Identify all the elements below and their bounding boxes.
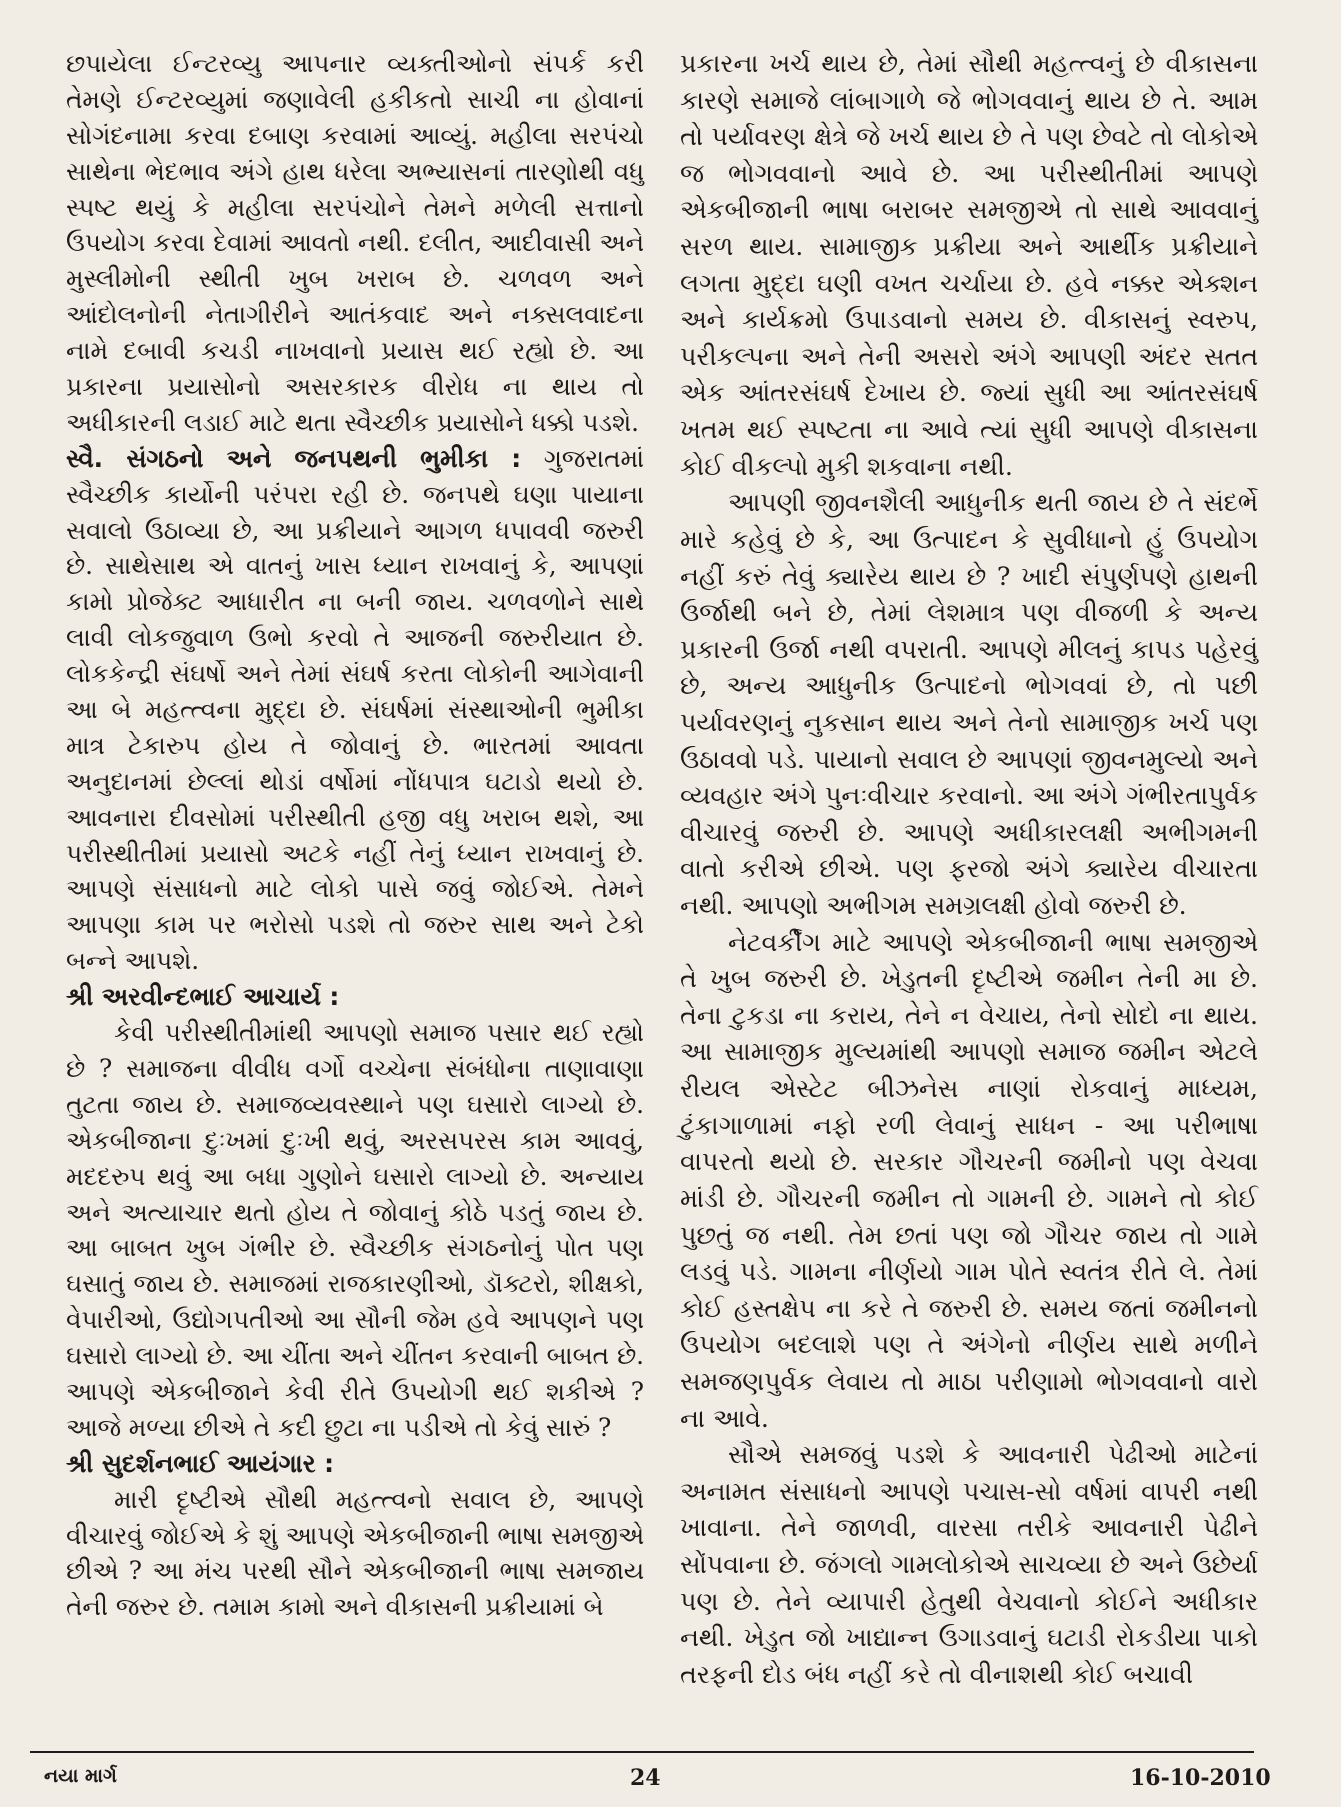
footer-divider xyxy=(30,1751,1254,1753)
right-column xyxy=(680,46,1258,1693)
paragraph: પ્રકારના ખર્ચ થાય છે, તેમાં સૌથી મહત્ત્વનું છે વીકાસના કારણે સમાજે લાંબાગાળે જે ભોગવવાનું થાય છે તે. આમ તો પર્યાવરણ ક્ષેત્રે જે ખર્ચ થાય છે તે પણ છેવટે તો લોકોએ જ ભોગવવાનો આવે છે. આ પરીસ્થીતીમાં આપણે એકબીજાની ભાષા બરાબર સમજીએ તો સાથે આવવાનું સરળ થાય. સામાજીક પ્રક્રીયા અને આર્થીક પ્રક્રીયાને લગતા મુદ્દા ઘણી વખત ચર્ચાયા છે. હવે નક્કર એક્શન અને કાર્યક્રમો ઉપાડવાનો સમય છે. વીકાસનું સ્વરુપ, પરીકલ્પના અને તેની અસરો અંગે આપણી અંદર સતત એક આંતરસંઘર્ષ દેખાય છે. જ્યાં સુધી આ આંતરસંઘર્ષ ખતમ થઈ સ્પષ્ટતા ના આવે ત્યાં સુધી આપણે વીકાસના કોઈ વીકલ્પો મુકી શકવાના નથી. xyxy=(680,49,1258,481)
paragraph: કેવી પરીસ્થીતીમાંથી આપણો સમાજ પસાર થઈ રહ્યો છે ? સમાજના વીવીધ વર્ગો વચ્ચેના સંબંધોના તાણાવાણા તુટતા જાય છે. સમાજવ્યવસ્થાને પણ ઘસારો લાગ્યો છે. એકબીજાના દુઃખમાં દુઃખી થવું, અરસપરસ કામ આવવું, મદદરુપ થવું આ બધા ગુણોને ઘસારો લાગ્યો છે. અન્યાય અને અત્યાચાર થતો હોય તે જોવાનું કોઠે પડતું જાય છે. આ બાબત ખુબ ગંભીર છે. સ્વૈચ્છીક સંગઠનોનું પોત પણ ઘસાતું જાય છે. સમાજમાં રાજકારણીઓ, ડૉક્ટરો, શીક્ષકો, વેપારીઓ, ઉદ્યોગપતીઓ આ સૌની જેમ હવે આપણને પણ ઘસારો લાગ્યો છે. આ ચીંતા અને ચીંતન કરવાની બાબત છે. આપણે એકબીજાને કેવી રીતે ઉપયોગી થઈ શકીએ ? આજે મળ્યા છીએ તે કદી છુટા ના પડીએ તો કેવું સારું ? xyxy=(66,1018,644,1442)
paragraph: નેટવર્કીંગ માટે આપણે એકબીજાની ભાષા સમજીએ તે ખુબ જરુરી છે. ખેડુતની દૃષ્ટીએ જમીન તેની મા છે. તેના ટુકડા ના કરાય, તેને ન વેચાય, તેનો સોદો ના થાય. આ સામાજીક મુલ્યમાંથી આપણો સમાજ જમીન એટલે રીયલ એસ્ટેટ બીઝનેસ નાણાં રોકવાનું માધ્યમ, ટુંકાગાળામાં નફો રળી લેવાનું સાધન - આ પરીભાષા વાપરતો થયો છે. સરકાર ગૌચરની જમીનો પણ વેચવા માંડી છે. ગૌચરની જમીન તો ગામની છે. ગામને તો કોઈ પુછતું જ નથી. તેમ છતાં પણ જો ગૌચર જાય તો ગામે લડવું પડે. ગામના નીર્ણયો ગામ પોતે સ્વતંત્ર રીતે લે. તેમાં કોઈ હસ્તક્ષેપ ના કરે તે જરુરી છે. સમય જતાં જમીનનો ઉપયોગ બદલાશે પણ તે અંગેનો નીર્ણય સાથે મળીને સમજણપુર્વક લેવાય તો માઠા પરીણામો ભોગવવાનો વારો ના આવે. xyxy=(680,927,1258,1433)
speaker-heading: શ્રી સુદર્શનભાઈ આયંગાર : xyxy=(66,1448,335,1478)
left-column xyxy=(66,46,644,1625)
paragraph-text: ગુજરાતમાં સ્વૈચ્છીક કાર્યોની પરંપરા રહી છે. જનપથે ઘણા પાયાના સવાલો ઉઠાવ્યા છે, આ પ્રક્રીયાને આગળ ધપાવવી જરુરી છે. સાથેસાથ એ વાતનું ખાસ ધ્યાન રાખવાનું કે, આપણાં કામો પ્રોજેક્ટ આધારીત ના બની જાય. ચળવળોને સાથે લાવી લોકજુવાળ ઉભો કરવો તે આજની જરુરીયાત છે. લોકકેન્દ્રી સંઘર્ષો અને તેમાં સંઘર્ષ કરતા લોકોની આગેવાની આ બે મહત્ત્વના મુદ્દા છે. સંઘર્ષમાં સંસ્થાઓની ભુમીકા માત્ર ટેકારુપ હોય તે જોવાનું છે. ભારતમાં આવતા અનુદાનમાં છેલ્લાં થોડાં વર્ષોમાં નોંધપાત્ર ઘટાડો થયો છે. આવનારા દીવસોમાં પરીસ્થીતી હજી વધુ ખરાબ થશે, આ પરીસ્થીતીમાં પ્રયાસો અટકે નહીં તેનું ધ્યાન રાખવાનું છે. આપણે સંસાધનો માટે લોકો પાસે જવું જોઈએ. તેમને આપણા કામ પર ભરોસો પડશે તો જરુર સાથ અને ટેકો બન્ને આપશે. xyxy=(66,443,645,976)
paragraph: સૌએ સમજવું પડશે કે આવનારી પેઢીઓ માટેનાં અનામત સંસાધનો આપણે પચાસ-સો વર્ષમાં વાપરી નથી ખાવાના. તેને જાળવી, વારસા તરીકે આવનારી પેઢીને સોંપવાના છે. જંગલો ગામલોકોએ સાચવ્યા છે અને ઉછેર્યા પણ છે. તેને વ્યાપારી હેતુથી વેચવાનો કોઈને અધીકાર નથી. ખેડુત જો ખાદ્યાન્ન ઉગાડવાનું ઘટાડી રોકડીયા પાકો તરફની દોડ બંધ નહીં કરે તો વીનાશથી કોઈ બચાવી xyxy=(680,1440,1258,1689)
paragraph xyxy=(66,441,644,979)
section-lead: સ્વૈ. સંગઠનો અને જનપથની ભુમીકા : xyxy=(66,443,522,473)
paragraph: છપાયેલા ઈન્ટરવ્યુ આપનાર વ્યક્તીઓનો સંપર્ક કરી તેમણે ઈન્ટરવ્યુમાં જણાવેલી હકીકતો સાચી ના હોવાનાં સોગંદનામા કરવા દબાણ કરવામાં આવ્યું. મહીલા સરપંચો સાથેના ભેદભાવ અંગે હાથ ધરેલા અભ્યાસનાં તારણોથી વધુ સ્પષ્ટ થયું કે મહીલા સરપંચોને તેમને મળેલી સત્તાનો ઉપયોગ કરવા દેવામાં આવતો નથી. દલીત, આદીવાસી અને મુસ્લીમોની સ્થીતી ખુબ ખરાબ છે. ચળવળ અને આંદોલનોની નેતાગીરીને આતંકવાદ અને નક્સલવાદના નામે દબાવી કચડી નાખવાનો પ્રયાસ થઈ રહ્યો છે. આ પ્રકારના પ્રયાસોનો અસરકારક વીરોધ ના થાય તો અધીકારની લડાઈ માટે થતા સ્વૈચ્છીક પ્રયાસોને ધક્કો પડશે. xyxy=(66,49,644,437)
page-number: 24 xyxy=(630,1765,661,1791)
speaker-heading: શ્રી અરવીન્દભાઈ આચાર્ય : xyxy=(66,982,340,1012)
paragraph: આપણી જીવનશૈલી આધુનીક થતી જાય છે તે સંદર્ભે મારે કહેવું છે કે, આ ઉત્પાદન કે સુવીધાનો હું ઉપયોગ નહીં કરું તેવું ક્યારેય થાય છે ? ખાદી સંપુર્ણપણે હાથની ઉર્જાથી બને છે, તેમાં લેશમાત્ર પણ વીજળી કે અન્ય પ્રકારની ઉર્જા નથી વપરાતી. આપણે મીલનું કાપડ પહેરવું છે, અન્ય આધુનીક ઉત્પાદનો ભોગવવાં છે, તો પછી પર્યાવરણનું નુકસાન થાય અને તેનો સામાજીક ખર્ચ પણ ઉઠાવવો પડે. પાયાનો સવાલ છે આપણાં જીવનમુલ્યો અને વ્યવહાર અંગે પુનઃવીચાર કરવાનો. આ અંગે ગંભીરતાપુર્વક વીચારવું જરુરી છે. આપણે અધીકારલક્ષી અભીગમની વાતો કરીએ છીએ. પણ ફરજો અંગે ક્યારેય વીચારતા નથી. આપણો અભીગમ સમગ્રલક્ષી હોવો જરુરી છે. xyxy=(680,488,1258,921)
issue-date: 16-10-2010 xyxy=(1130,1765,1271,1791)
publication-name: નયા માર્ગ xyxy=(44,1765,117,1787)
paragraph: મારી દૃષ્ટીએ સૌથી મહત્ત્વનો સવાલ છે, આપણે વીચારવું જોઈએ કે શું આપણે એકબીજાની ભાષા સમજીએ છીએ ? આ મંચ પરથી સૌને એકબીજાની ભાષા સમજાય તેની જરુર છે. તમામ કામો અને વીકાસની પ્રક્રીયામાં બે xyxy=(66,1484,644,1622)
